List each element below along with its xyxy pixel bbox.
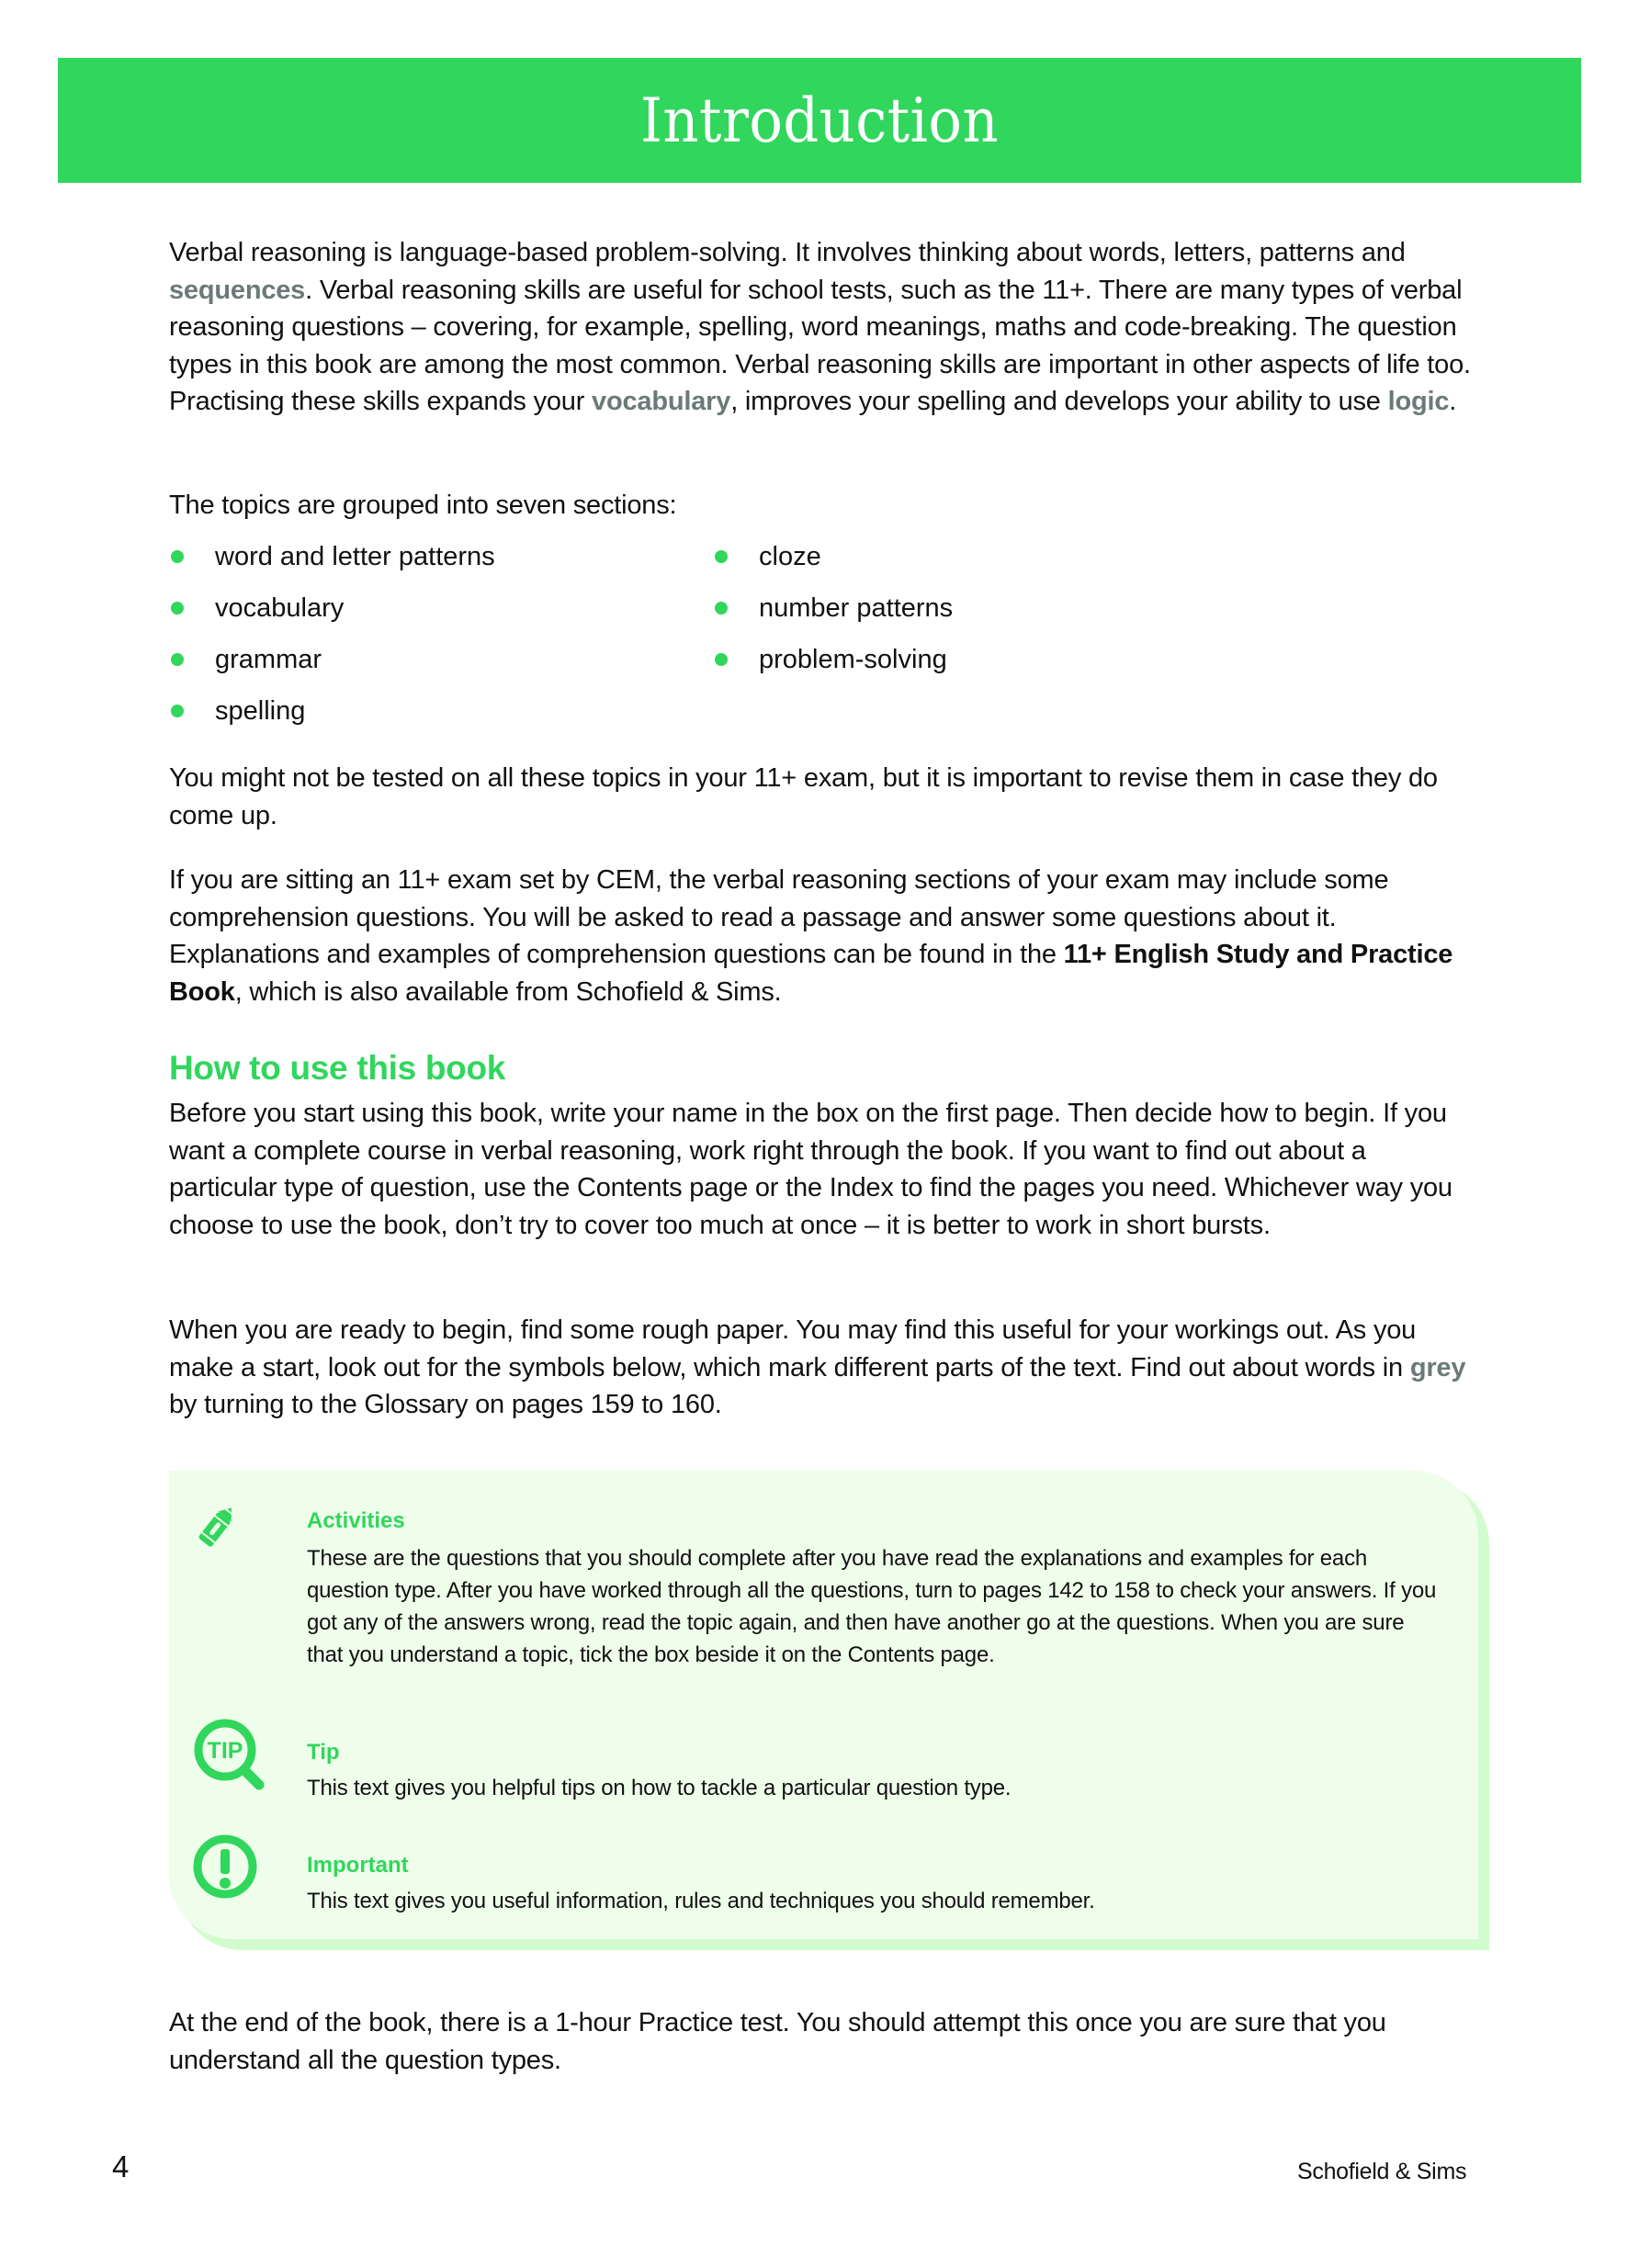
entry-text: These are the questions that you should complete after you have read the explanations and examples for each question type. After you have worked through all the questions, turn to pages 142 to 158 to check your answers. If you got any of the answers wrong, read the topic again, and then have another go at the questions. When you are sure that you understand a topic, tick the box beside it on the Contents page.: [307, 1546, 1437, 1667]
text: , which is also available from Schofield & Sims.: [234, 976, 782, 1007]
bullet-dot-icon: [171, 550, 184, 563]
text: If you are sitting an 11+ exam set by CEM, the verbal reasoning sections of your exam may include some comprehension questions. You will be asked to read a passage and answer some questions about it. Explanations and examples of comprehension questions can be found in the: [169, 865, 1389, 969]
svg-text:TIP: TIP: [207, 1738, 243, 1764]
intro-paragraph-2: [169, 760, 1474, 834]
bullet-dot-icon: [715, 550, 728, 563]
topics-lead-text: The topics are grouped into seven sections:: [169, 491, 677, 520]
list-item: [713, 590, 1264, 626]
how-to-use-heading-wrap: [169, 1049, 1474, 1088]
list-item: [713, 538, 1264, 575]
text: Before you start using this book, write your name in the box on the first page. Then decide how to begin. If you want a complete course in verbal reasoning, work right through the book. If you want to find out about a particular type of question, use the Contents page or the Index to find the pages you need. Whichever way you choose to use the book, don’t try to cover too much at once – it is better to work in short bursts.: [169, 1099, 1452, 1240]
topic-label: spelling: [215, 696, 306, 726]
bullet-dot-icon: [715, 602, 728, 615]
list-item: [169, 538, 713, 575]
glossary-term-vocabulary: vocabulary: [592, 387, 731, 416]
list-item: [713, 641, 1264, 678]
tip-magnifier-icon: [193, 1719, 266, 1797]
list-item: [169, 590, 713, 626]
title-banner: [58, 58, 1581, 183]
entry-text: This text gives you useful information, rules and techniques you should remember.: [307, 1889, 1095, 1913]
topic-label: problem-solving: [759, 645, 947, 674]
glossary-term-sequences: sequences: [169, 275, 306, 305]
entry-text: This text gives you helpful tips on how to tackle a particular question type.: [307, 1776, 1012, 1800]
topic-label: number patterns: [759, 593, 954, 623]
bullet-dot-icon: [171, 602, 184, 615]
page-number: 4: [112, 2150, 130, 2183]
topics-lead: [169, 487, 1474, 525]
text: by turning to the Glossary on pages 159 to 160.: [169, 1390, 722, 1419]
glossary-term-logic: logic: [1387, 387, 1450, 416]
publisher-name: Schofield & Sims: [1297, 2159, 1467, 2184]
text: When you are ready to begin, find some rough paper. You may find this useful for your workings out. As you make a start, look out for the symbols below, which mark different parts of the text. Find out about words in: [169, 1315, 1417, 1382]
intro-paragraph-1: [169, 234, 1474, 421]
bullet-dot-icon: [171, 705, 184, 717]
how-to-use-paragraph-1: [169, 1095, 1474, 1244]
book-title: 11+ English Study and Practice Book: [169, 940, 1453, 1007]
closing-paragraph: [169, 2004, 1474, 2079]
topic-label: word and letter patterns: [215, 542, 495, 571]
bullet-dot-icon: [715, 653, 728, 666]
section-heading: How to use this book: [169, 1049, 506, 1087]
how-to-use-paragraph-2: [169, 1312, 1474, 1424]
topic-label: grammar: [215, 645, 322, 674]
text: Verbal reasoning is language-based problem-solving. It involves thinking about words, letters, patterns and: [169, 238, 1406, 267]
topic-label: vocabulary: [215, 593, 345, 623]
symbols-key-box: [169, 1471, 1489, 1950]
pencil-icon: [193, 1500, 244, 1556]
box-panel: [169, 1471, 1478, 1939]
intro-paragraph-3: [169, 862, 1474, 1010]
exclamation-circle-icon: [193, 1834, 263, 1908]
entry-title: Activities: [307, 1508, 405, 1533]
topic-label: cloze: [759, 542, 821, 571]
topics-list: [169, 538, 1363, 729]
bullet-dot-icon: [171, 653, 184, 666]
text: .: [1449, 387, 1457, 416]
text: At the end of the book, there is a 1-hour Practice test. You should attempt this once you are sure that you understand all the question types.: [169, 2008, 1386, 2075]
text: . Verbal reasoning skills are useful for school tests, such as the 11+. There are many types of verbal reasoning questions – covering, for example, spelling, word meanings, maths and code-breaking. The question types in this book are among the most common. Verbal reasoning skills are important in other aspects of life too. Practising these skills expands your: [169, 275, 1471, 416]
text: You might not be tested on all these topics in your 11+ exam, but it is important to revise them in case they do come up.: [169, 763, 1438, 830]
entry-title: Important: [307, 1853, 409, 1878]
list-item: [169, 641, 713, 678]
entry-title: Tip: [307, 1740, 340, 1765]
glossary-term-grey: grey: [1409, 1352, 1466, 1382]
list-item: [169, 693, 713, 729]
text: , improves your spelling and develops your ability to use: [730, 387, 1388, 416]
page-title: Introduction: [639, 85, 1000, 156]
